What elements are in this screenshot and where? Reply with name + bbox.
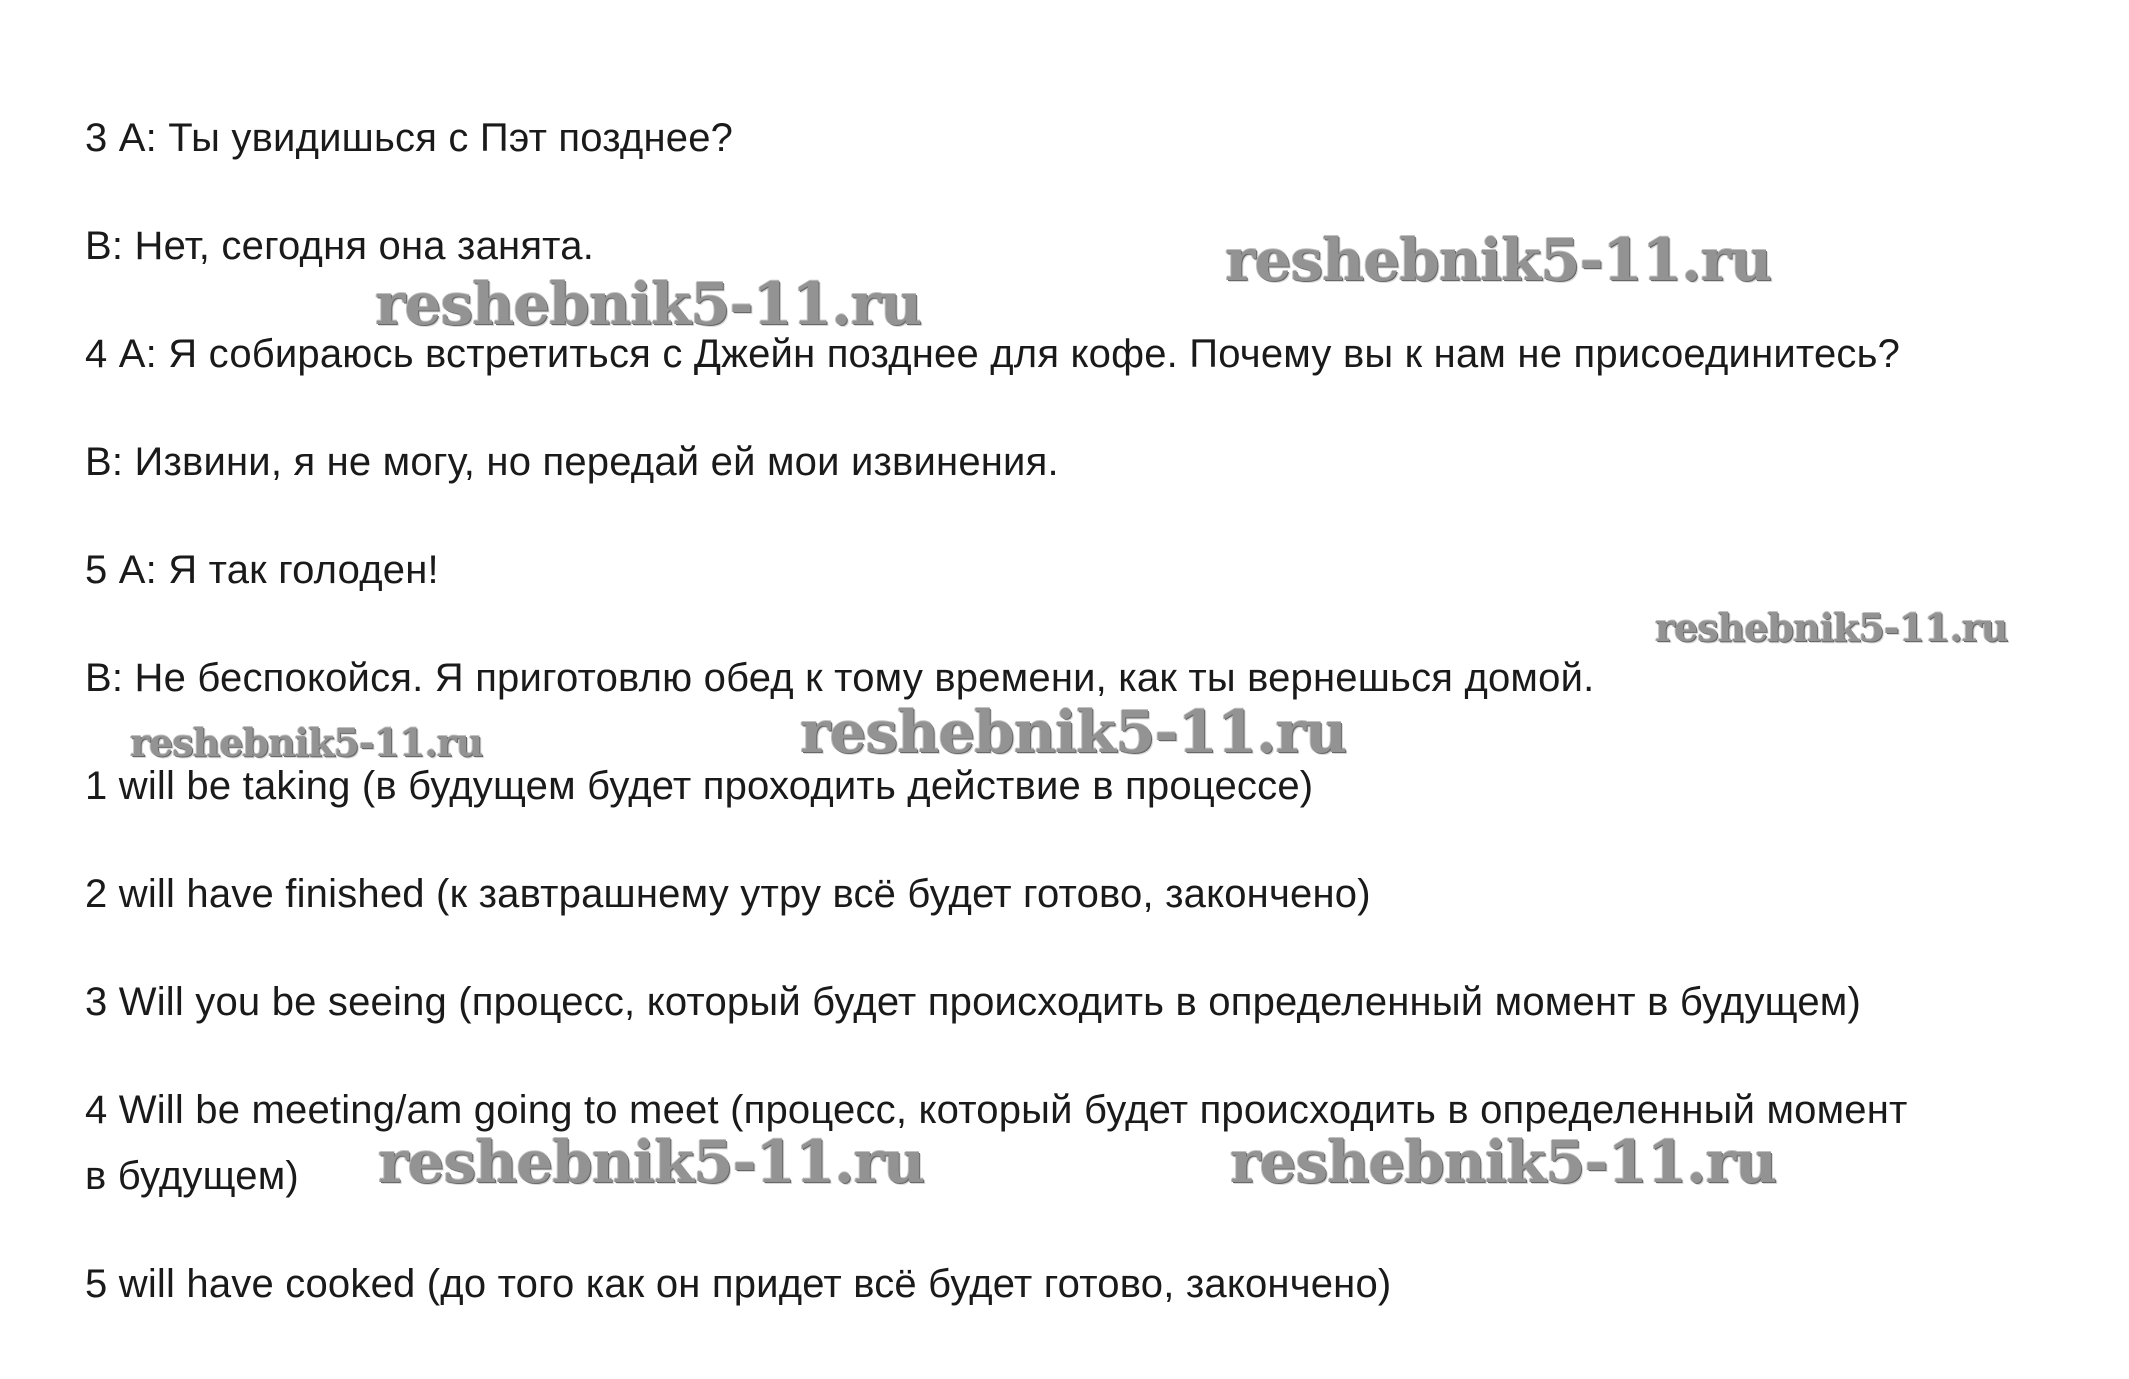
watermark: reshebnik5-11.ru — [800, 698, 1347, 766]
text-line-8: 2 will have finished (к завтрашнему утру всё будет готово, закончено) — [85, 872, 1371, 916]
watermark: reshebnik5-11.ru — [378, 1128, 925, 1196]
text-line-4: В: Извини, я не могу, но передай ей мои извинения. — [85, 440, 1059, 484]
watermark: reshebnik5-11.ru — [1225, 226, 1772, 294]
text-line-2: В: Нет, сегодня она занята. — [85, 224, 595, 268]
text-line-7: 1 will be taking (в будущем будет проходить действие в процессе) — [85, 764, 1314, 808]
text-line-1: 3 А: Ты увидишься с Пэт позднее? — [85, 116, 734, 160]
text-line-11: в будущем) — [85, 1154, 299, 1198]
text-line-5: 5 А: Я так голоден! — [85, 548, 439, 592]
text-line-12: 5 will have cooked (до того как он придет всё будет готово, закончено) — [85, 1262, 1392, 1306]
watermark: reshebnik5-11.ru — [1230, 1128, 1777, 1196]
watermark: reshebnik5-11.ru — [130, 720, 483, 765]
text-line-6: В: Не беспокойся. Я приготовлю обед к тому времени, как ты вернешься домой. — [85, 656, 1595, 700]
watermark: reshebnik5-11.ru — [375, 270, 922, 338]
text-line-3: 4 А: Я собираюсь встретиться с Джейн позднее для кофе. Почему вы к нам не присоединитесь? — [85, 332, 1901, 376]
text-line-9: 3 Will you be seeing (процесс, который будет происходить в определенный момент в будущем) — [85, 980, 1862, 1024]
text-line-10: 4 Will be meeting/am going to meet (процесс, который будет происходить в определенный момент — [85, 1088, 1908, 1132]
watermark: reshebnik5-11.ru — [1655, 605, 2008, 650]
